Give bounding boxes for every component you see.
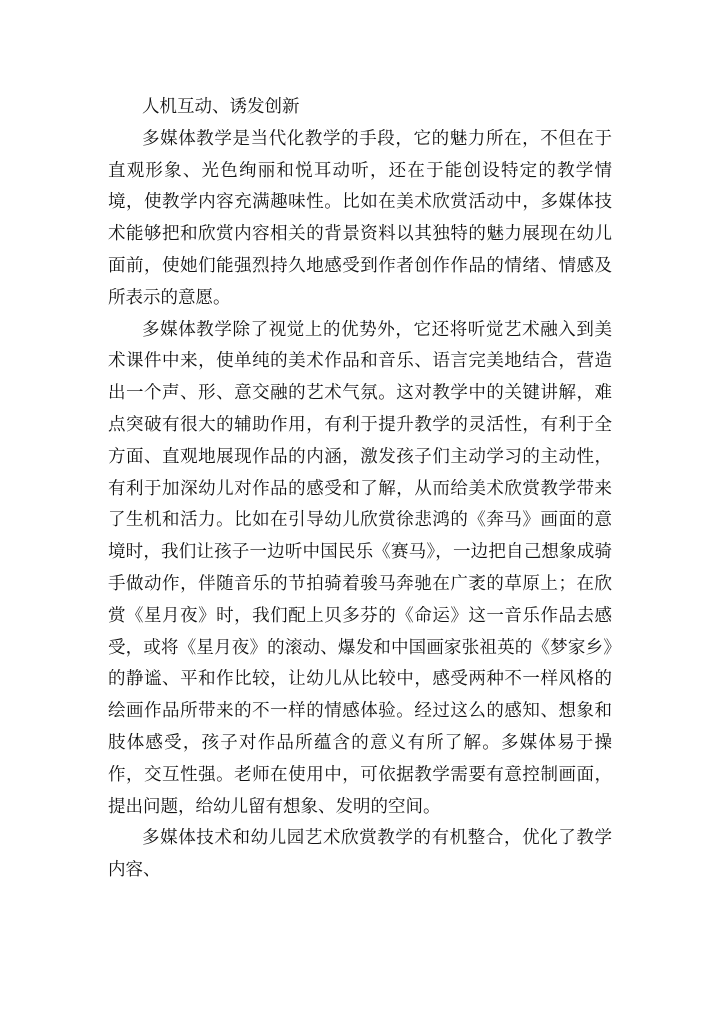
document-body [108, 92, 612, 887]
paragraph-3: 多媒体技术和幼儿园艺术欣赏教学的有机整合，优化了教学内容、 [108, 828, 612, 881]
paragraph-1: 多媒体教学是当代化教学的手段，它的魅力所在，不但在于直观形象、光色绚丽和悦耳动听，还在于能创设特定的教学情境，使教学内容充满趣味性。比如在美术欣赏活动中，多媒体技术能够把和欣赏内容相关的背景资料以其独特的魅力展现在幼儿面前，使她们能强烈持久地感受到作者创作作品的情绪、情感及所表示的意愿。 [108, 128, 612, 308]
paragraph-2: 多媒体教学除了视觉上的优势外，它还将听觉艺术融入到美术课件中来，使单纯的美术作品和音乐、语言完美地结合，营造出一个声、形、意交融的艺术气氛。这对教学中的关键讲解，难点突破有很大的辅助作用，有利于提升教学的灵活性，有利于全方面、直观地展现作品的内涵，激发孩子们主动学习的主动性，有利于加深幼儿对作品的感受和了解，从而给美术欣赏教学带来了生机和活力。比如在引导幼儿欣赏徐悲鸿的《奔马》画面的意境时，我们让孩子一边听中国民乐《赛马》，一边把自己想象成骑手做动作，伴随音乐的节拍骑着骏马奔驰在广袤的草原上；在欣赏《星月夜》时，我们配上贝多芬的《命运》这一音乐作品去感受，或将《星月夜》的滚动、爆发和中国画家张祖英的《梦家乡》的静谧、平和作比较，让幼儿从比较中，感受两种不一样风格的绘画作品所带来的不一样的情感体验。经过这么的感知、想象和肢体感受，孩子对作品所蕴含的意义有所了解。多媒体易于操作，交互性强。老师在使用中，可依据教学需要有意控制画面，提出问题，给幼儿留有想象、发明的空间。 [108, 319, 612, 817]
section-heading: 人机互动、诱发创新 [142, 97, 300, 117]
